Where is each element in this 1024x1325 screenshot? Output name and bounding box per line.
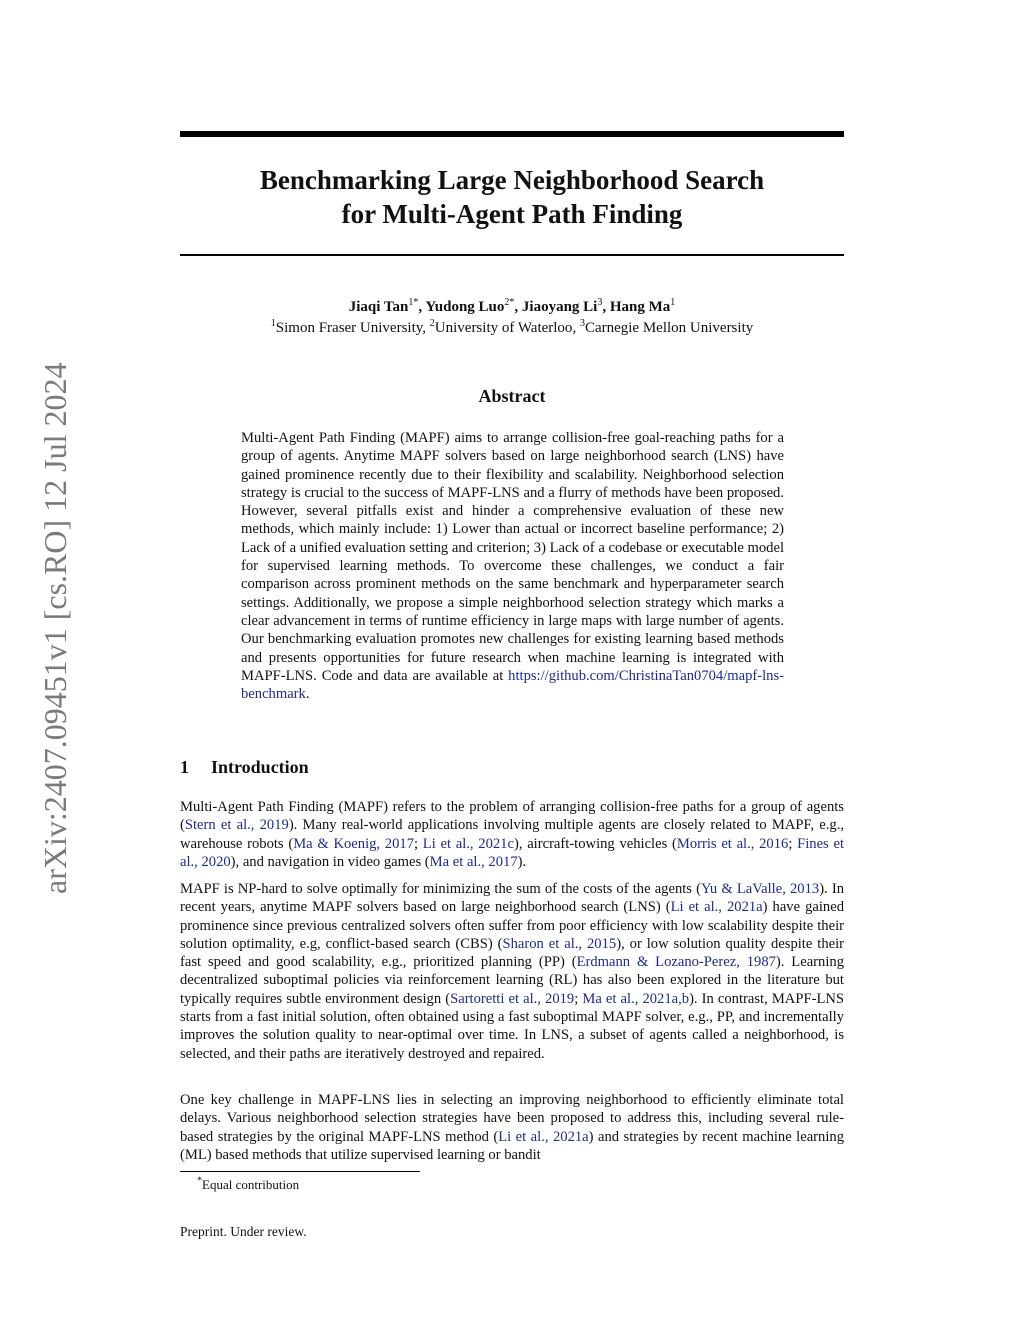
paragraph-text: ). In contrast, MAPF-LNS starts from a fast initial solution, often obtained using a fast suboptimal MAPF solver, e.g., PP, and incrementally improves the solution quality to near-optimal over time. In LNS, a subset of agents called a neighborhood, is selected, and their paths are iteratively destroyed and repaired. [180,990,845,1062]
affiliation-list: $^1$Simon Fraser University, $^2$University of Waterloo, $^3$Carnegie Mellon University [270,318,754,336]
title-line-2: for Multi-Agent Path Finding [341,199,683,229]
paragraph-text: Multi-Agent Path Finding (MAPF) refers to the problem of arranging collision-free paths for a group of agents ( [180,799,844,834]
affiliation: $^2$University of Waterloo [429,318,573,336]
section-title: Introduction [211,757,309,777]
paragraph [180,880,844,1063]
title-rule-bottom [180,254,844,256]
author: Jiaqi Tan$^{1*}$ [348,297,419,315]
author: Yudong Luo$^{2*}$ [425,297,515,315]
abstract-body: Multi-Agent Path Finding (MAPF) aims to arrange collision-free goal-reaching paths for a group of agents. Anytime MAPF solvers based on large neighborhood search (LNS) have gained prominence recently due to their flexibility and scalability. Neighborhood selection strategy is crucial to the success of MAPF-LNS and a flurry of methods have been proposed. However, several pitfalls exist and hinder a comprehensive evaluation of these new methods, which mainly include: 1) Lower than actual or incorrect baseline performance; 2) Lack of a unified evaluation setting and criterion; 3) Lack of a codebase or executable model for supervised learning methods. To overcome these challenges, we conduct a fair comparison across prominent methods on the same benchmark and hyperparameter search settings. Additionally, we propose a simple neighborhood selection strategy which marks a clear advancement in terms of runtime efficiency in large maps with large number of agents. Our benchmarking evaluation promotes new challenges for existing learning based methods and presents opportunities for future research when machine learning is integrated with MAPF-LNS. Code and data are available at https://github.com/ChristinaTan0704/mapf-lns-benchmark. [241,430,784,703]
paragraph-text: ) and strategies by recent machine learning (ML) based methods that utilize supervised learning or bandit [180,1128,844,1163]
abstract-text: Multi-Agent Path Finding (MAPF) aims to arrange collision-free goal-reaching paths for a group of agents. Anytime MAPF solvers based on large neighborhood search (LNS) have gained prominence recently due to their flexibility and scalability. Neighborhood selection strategy is crucial to the success of MAPF-LNS and a flurry of methods have been proposed. However, several pitfalls exist and hinder a comprehensive evaluation of these new methods, which mainly include: 1) Lower than actual or incorrect baseline performance; 2) Lack of a unified evaluation setting and criterion; 3) Lack of a codebase or executable model for supervised learning methods. To overcome these challenges, we conduct a fair comparison across prominent methods on the same benchmark and hyperparameter search settings. Additionally, we propose a simple neighborhood selection strategy which marks a clear advancement in terms of runtime efficiency in large maps with large number of agents. Our benchmarking evaluation promotes new challenges for existing learning based methods and presents opportunities for future research when machine learning is integrated with MAPF-LNS. Code and data are available at [241,430,784,684]
author: Hang Ma$^1$ [609,297,676,315]
footnote-rule [180,1171,420,1172]
citation-link[interactable]: Li et al., 2021c [422,835,514,852]
paragraph-text: One key challenge in MAPF-LNS lies in selecting an improving neighborhood to efficiently eliminate total delays. Various neighborhood selection strategies have been proposed to address this, including several rule-based strategies by the original MAPF-LNS method ( [180,1092,844,1145]
paragraph-text: ). Many real-world applications involving multiple agents are closely related to MAPF, e.g., warehouse robots ( [180,817,844,852]
citation-link[interactable]: Ma et al., 2017 [429,853,518,870]
paragraph-text: ; [574,990,583,1007]
citation-link[interactable]: Li et al., 2021a [498,1128,589,1145]
title-line-1: Benchmarking Large Neighborhood Search [259,165,765,195]
paper-title [180,163,844,231]
citation-link[interactable]: Fines et al., 2020 [180,835,844,870]
citation-link[interactable]: Ma & Koenig, 2017 [293,835,414,852]
footnote [197,1177,299,1193]
citation-link[interactable]: Yu & LaValle, 2013 [700,881,820,897]
citation-link[interactable]: Ma et al., 2021a,b [582,990,690,1007]
section-heading [180,757,309,778]
paragraph-text: MAPF is NP-hard to solve optimally for minimizing the sum of the costs of the agents ( [180,881,701,897]
paragraph-text: ) have gained prominence since previous centralized solvers often suffer from poor efficiency with low scalability despite their solution optimality, e.g, conflict-based search (CBS) ( [180,899,844,952]
abstract-heading: Abstract [478,386,546,406]
title-rule-top [180,131,844,137]
paragraph-text: ), or low solution quality despite their fast speed and good scalability, e.g., prioritized planning (PP) ( [180,935,845,971]
author-list: Jiaqi Tan$^{1*}$, Yudong Luo$^{2*}$, Jiaoyang Li$^3$, Hang Ma$^1$ [348,297,676,315]
paragraph [180,798,844,871]
affiliation: $^3$Carnegie Mellon University [579,318,754,336]
footer-note: Preprint. Under review. [180,1224,307,1239]
footnote-mark: * [197,1175,202,1187]
paragraph-text: ), aircraft-towing vehicles ( [513,835,677,852]
paragraph-text: ). [517,853,527,870]
paragraph-text: ), and navigation in video games ( [230,853,430,870]
paragraph-text: ). Learning decentralized suboptimal policies via reinforcement learning (RL) has also been explored in the literature but typically requires subtle environment design ( [180,954,844,1007]
citation-link[interactable]: Erdmann & Lozano-Perez, 1987 [576,954,776,971]
citation-link[interactable]: Sharon et al., 2015 [502,935,617,952]
paragraph-text: ; [788,835,798,852]
paragraph-text: ; [414,835,423,852]
citation-link[interactable]: Sartoretti et al., 2019 [450,990,575,1007]
citation-link[interactable]: Li et al., 2021a [670,899,763,916]
footnote-text: Equal contribution [202,1177,300,1192]
section-number: 1 [180,757,189,777]
arxiv-stamp: arXiv:2407.09451v1 [cs.RO] 12 Jul 2024 [37,362,73,894]
paragraph-text: ). In recent years, anytime MAPF solvers based on large neighborhood search (LNS) ( [180,881,844,916]
citation-link[interactable]: Morris et al., 2016 [676,835,789,852]
citation-link[interactable]: Stern et al., 2019 [184,817,289,834]
paragraph [180,1091,844,1164]
code-link[interactable]: https://github.com/ChristinaTan0704/mapf-lns-benchmark [241,667,784,703]
affiliation: $^1$Simon Fraser University [270,318,423,336]
author: Jiaoyang Li$^3$ [521,297,603,315]
